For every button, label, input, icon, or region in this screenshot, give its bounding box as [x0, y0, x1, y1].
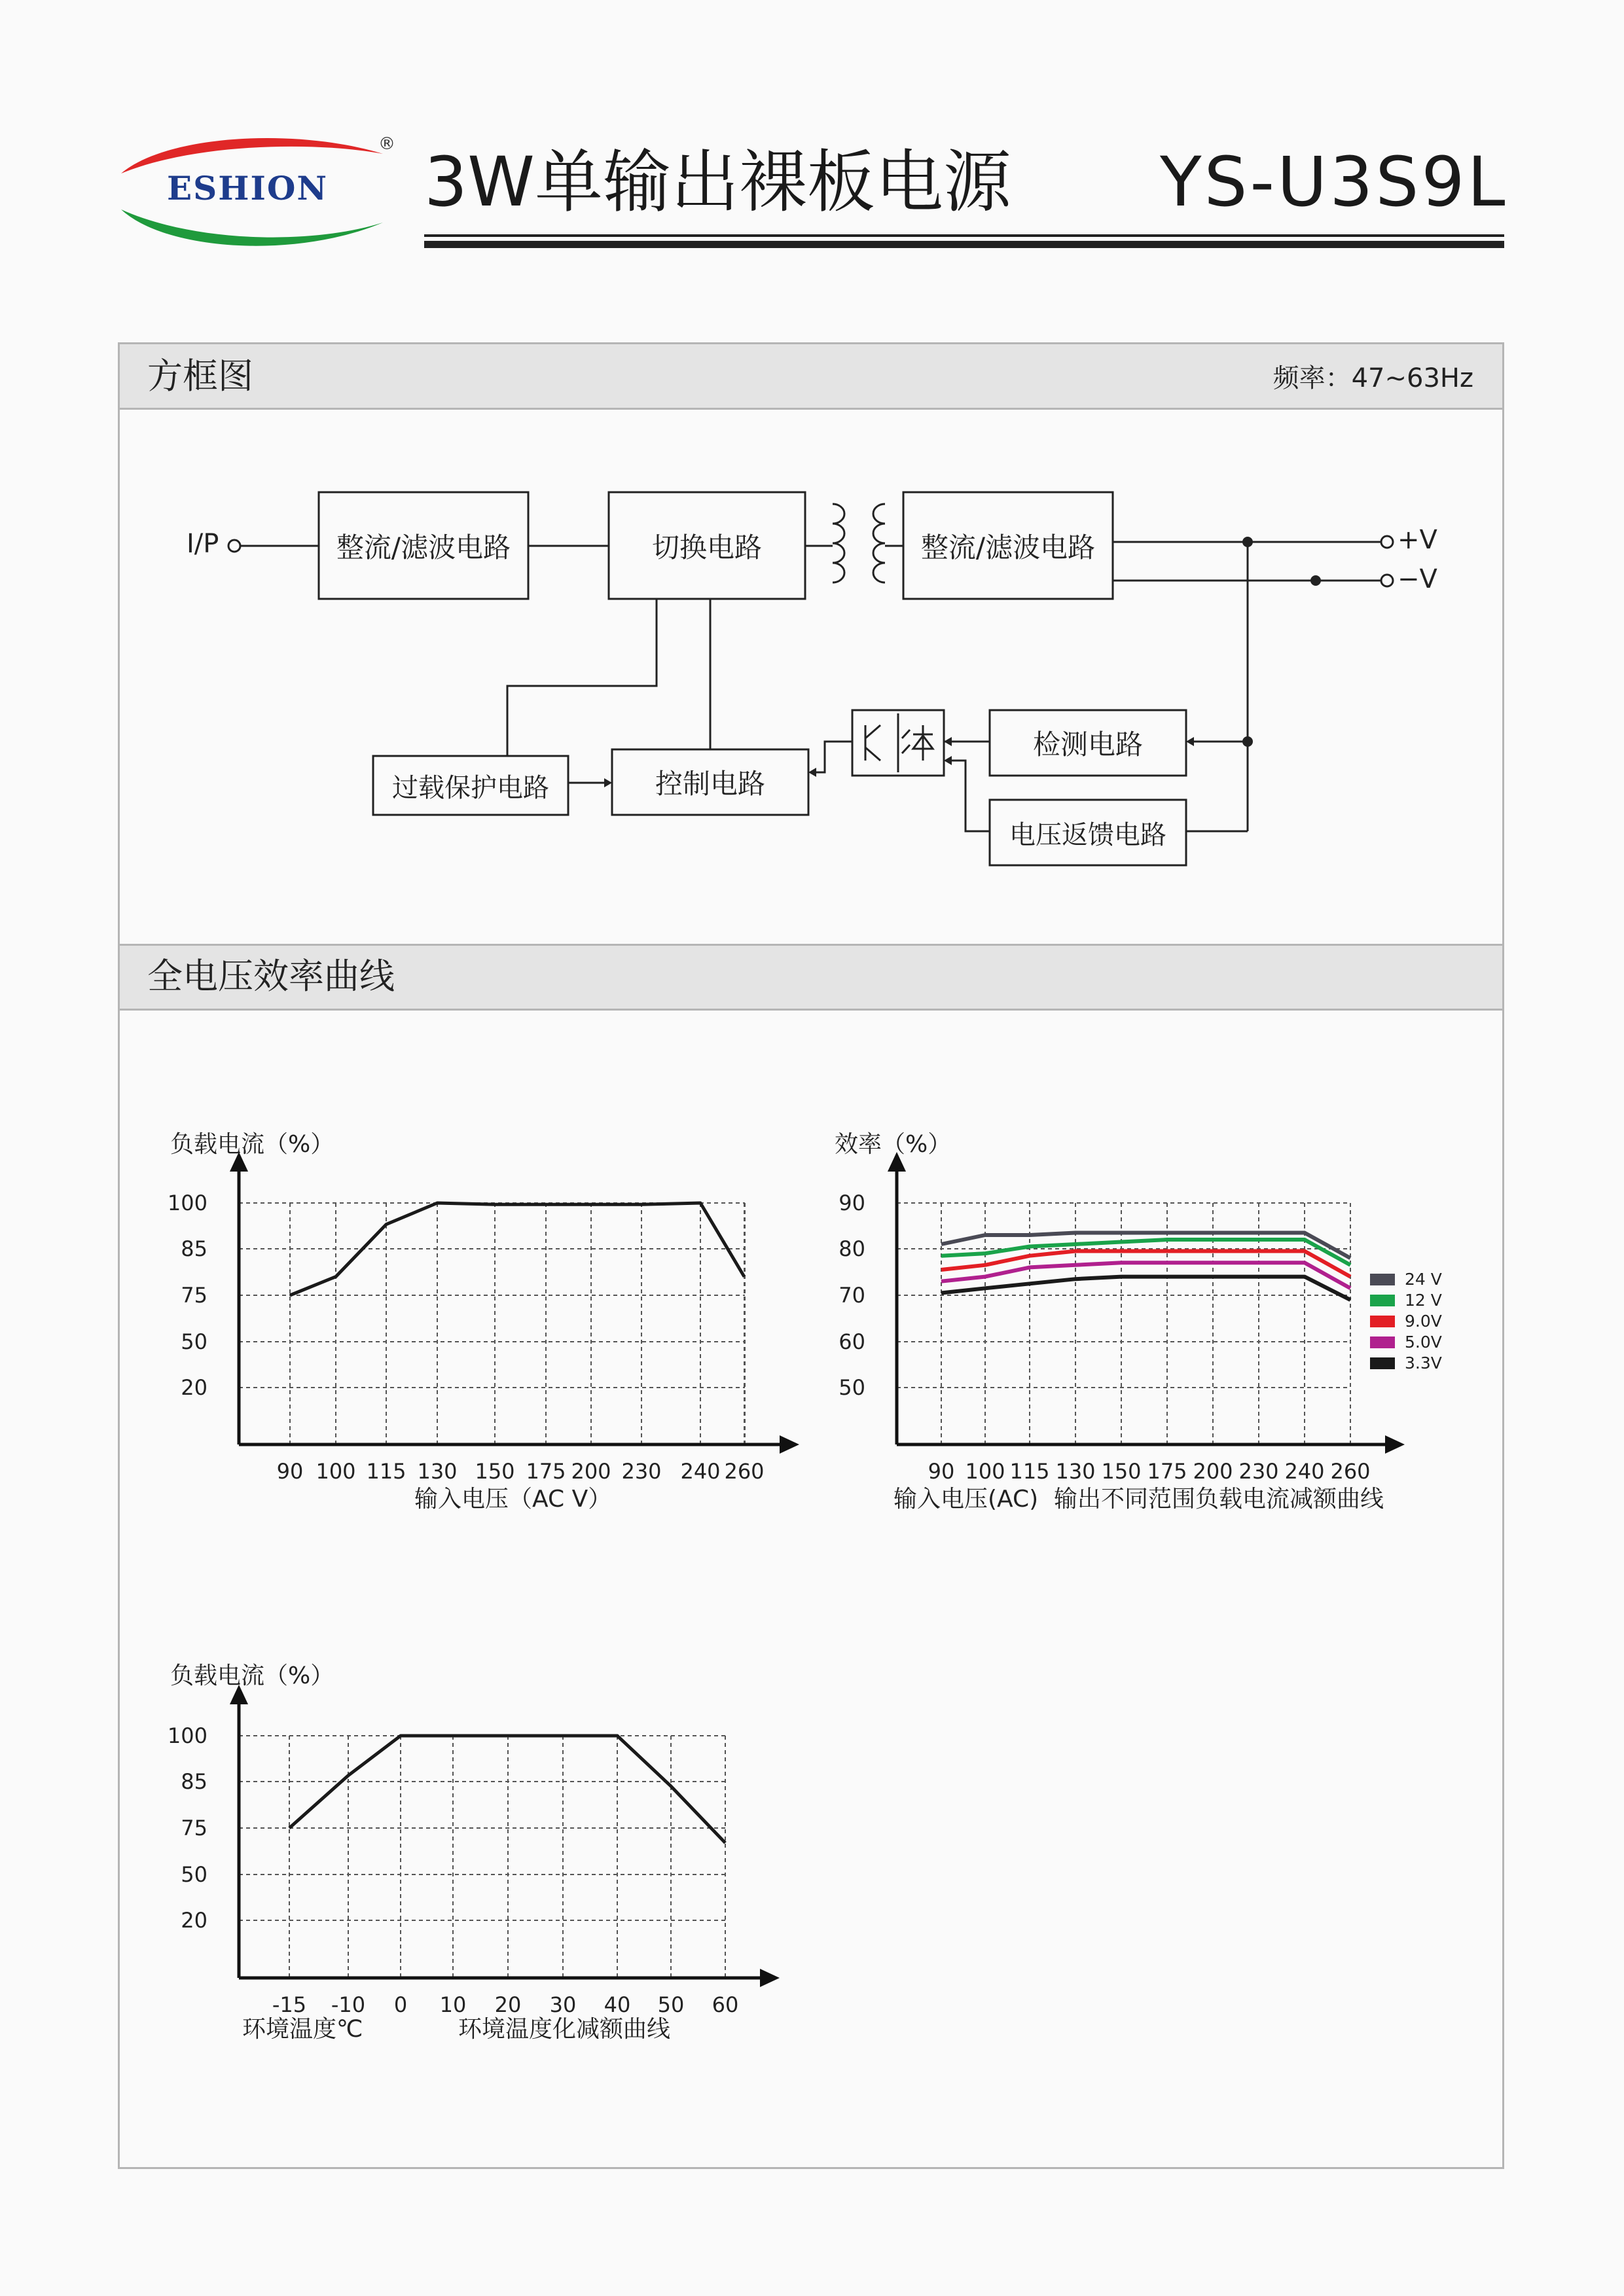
- chart0-x-tick-label: 150: [475, 1459, 515, 1484]
- chart0-x-tick-label: 115: [366, 1459, 406, 1484]
- chart2-x-tick-label: 60: [712, 1992, 739, 2017]
- minus-v-label: −V: [1398, 564, 1437, 594]
- chart0-y-tick-label: 20: [181, 1375, 208, 1400]
- chart0-title: 输入电压（AC V）: [414, 1486, 612, 1513]
- label-switch: 切换电路: [651, 531, 762, 564]
- chart1-legend-label: 24 V: [1405, 1270, 1442, 1289]
- chart2-x-tick-label: 40: [604, 1992, 631, 2017]
- chart1-legend-label: 9.0V: [1405, 1312, 1442, 1331]
- chart1-x-tick-label: 130: [1055, 1459, 1096, 1484]
- block-section-title: 方框图: [147, 355, 253, 397]
- chart0-x-tick-label: 130: [417, 1459, 458, 1484]
- chart1-legend-swatch: [1370, 1295, 1395, 1306]
- chart2-y-label: 负载电流（%）: [170, 1662, 334, 1689]
- chart1-x-tick-label: 150: [1101, 1459, 1142, 1484]
- chart1-legend-label: 5.0V: [1405, 1333, 1442, 1352]
- chart2-x-tick-label: 50: [657, 1992, 685, 2017]
- chart0-x-tick-label: 175: [526, 1459, 566, 1484]
- chart1-legend-label: 3.3V: [1405, 1354, 1442, 1372]
- chart0-x-tick-label: 260: [724, 1459, 765, 1484]
- chart2-x-tick-label: -10: [331, 1992, 366, 2017]
- chart1-legend-swatch: [1370, 1274, 1395, 1285]
- page-title: 3W单输出裸板电源: [424, 142, 1012, 222]
- label-overload: 过载保护电路: [392, 772, 549, 803]
- chart2-y-tick-label: 50: [181, 1862, 208, 1887]
- chart1-x-tick-label: 200: [1193, 1459, 1233, 1484]
- chart2-y-tick-label: 100: [167, 1723, 208, 1748]
- chart2-x-tick-label: 10: [439, 1992, 467, 2017]
- chart0-x-tick-label: 240: [680, 1459, 721, 1484]
- chart0-y-tick-label: 85: [181, 1236, 208, 1261]
- chart1-y-tick-label: 70: [839, 1283, 865, 1308]
- chart1-y-tick-label: 50: [839, 1375, 865, 1400]
- chart1-x-tick-label: 90: [928, 1459, 955, 1484]
- chart1-x-tick-label: 115: [1009, 1459, 1050, 1484]
- curve-section-title: 全电压效率曲线: [147, 956, 395, 997]
- chart1-y-tick-label: 80: [839, 1236, 865, 1261]
- chart1-x-tick-label: 240: [1284, 1459, 1325, 1484]
- label-rect-filter-out: 整流/滤波电路: [920, 531, 1096, 564]
- chart2-x-tick-label: 20: [494, 1992, 522, 2017]
- chart1-legend-swatch: [1370, 1357, 1395, 1369]
- chart2-y-tick-label: 20: [181, 1908, 208, 1933]
- chart0-x-tick-label: 100: [316, 1459, 356, 1484]
- chart1-x-tick-label: 260: [1330, 1459, 1371, 1484]
- chart0-y-tick-label: 50: [181, 1329, 208, 1354]
- registered-mark: ®: [378, 134, 395, 154]
- chart0-x-arrow: [780, 1435, 799, 1454]
- chart1-legend-label: 12 V: [1405, 1291, 1442, 1310]
- chart0-y-tick-label: 75: [181, 1283, 208, 1308]
- chart2-y-tick-label: 75: [181, 1816, 208, 1840]
- chart1-series-line: [941, 1233, 1350, 1259]
- chart1-series-line: [941, 1277, 1350, 1300]
- label-detect: 检测电路: [1032, 728, 1143, 761]
- chart2-y-tick-label: 85: [181, 1769, 208, 1794]
- chart1-legend-swatch: [1370, 1316, 1395, 1327]
- brand-name: ESHION: [167, 169, 329, 207]
- chart1-y-tick-label: 90: [839, 1191, 865, 1215]
- chart1-x-tick-label: 230: [1238, 1459, 1279, 1484]
- chart0-series-line: [290, 1203, 744, 1295]
- label-rect-filter-in: 整流/滤波电路: [336, 531, 511, 564]
- chart0-y-label: 负载电流（%）: [170, 1131, 334, 1158]
- chart0-x-tick-label: 200: [571, 1459, 611, 1484]
- chart1-title: 输出不同范围负载电流减额曲线: [1054, 1486, 1384, 1513]
- chart0-y-tick-label: 100: [167, 1191, 208, 1215]
- chart1-y-label: 效率（%）: [835, 1131, 952, 1158]
- chart0-x-tick-label: 90: [276, 1459, 304, 1484]
- label-control: 控制电路: [655, 768, 765, 800]
- chart1-x-arrow: [1385, 1435, 1405, 1454]
- chart1-y-tick-label: 60: [839, 1329, 865, 1354]
- chart2-x-tick-label: 30: [549, 1992, 577, 2017]
- chart1-legend-swatch: [1370, 1336, 1395, 1348]
- model-number: YS-U3S9L: [1160, 142, 1508, 222]
- plus-v-label: +V: [1398, 525, 1437, 555]
- chart2-x-arrow: [760, 1969, 780, 1987]
- chart2-x-label: 环境温度℃: [242, 2016, 363, 2043]
- input-label: I/P: [187, 529, 219, 559]
- chart1-x-tick-label: 100: [965, 1459, 1005, 1484]
- frequency-label: 频率：47~63Hz: [1272, 363, 1473, 393]
- chart2-title: 环境温度化减额曲线: [458, 2016, 671, 2043]
- chart0-x-tick-label: 230: [621, 1459, 662, 1484]
- chart2-x-tick-label: -15: [272, 1992, 307, 2017]
- label-feedback: 电压返馈电路: [1009, 819, 1166, 850]
- chart1-x-label: 输入电压(AC): [893, 1486, 1039, 1513]
- chart1-x-tick-label: 175: [1147, 1459, 1187, 1484]
- chart2-x-tick-label: 0: [393, 1992, 408, 2017]
